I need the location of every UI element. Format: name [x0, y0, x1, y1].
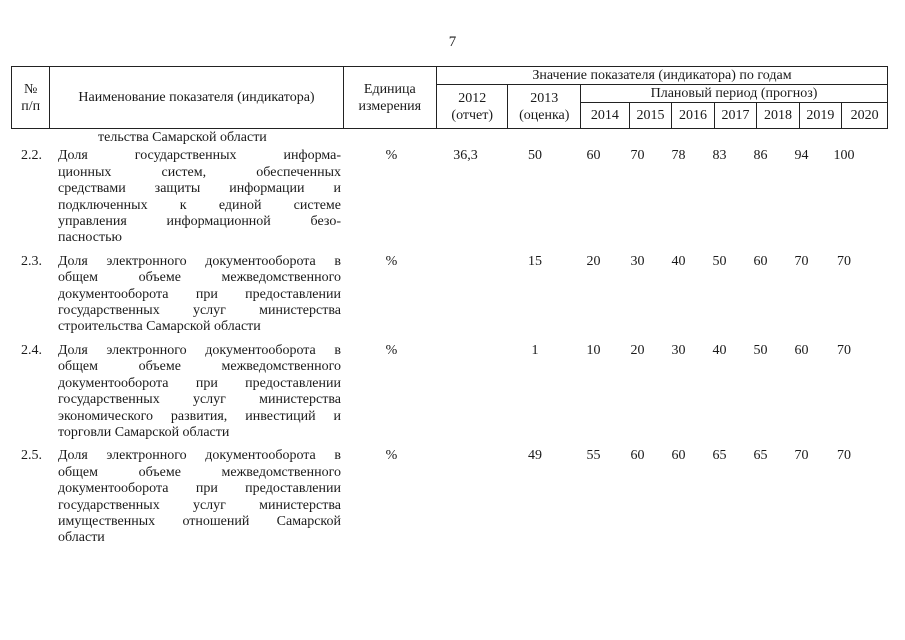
name-line: общем объеме межведомственного: [58, 359, 341, 375]
value-2013: 15: [528, 253, 542, 269]
table-row: [11, 448, 888, 546]
value-2017: 50: [712, 253, 727, 269]
value-2013: 50: [528, 148, 542, 164]
name-line: Доля государственных информа-: [58, 148, 341, 164]
value-2017: 65: [712, 448, 727, 464]
value-2020: 70: [837, 448, 851, 464]
name-line: управления информационной безо-: [58, 214, 341, 230]
name-line: общем объеме межведомственного: [58, 464, 341, 480]
header-year: 2020: [842, 103, 888, 129]
value-2015: 60: [630, 448, 645, 464]
header-2012-year: 2012: [458, 90, 487, 106]
name-line: Доля электронного документооборота в: [58, 253, 341, 269]
indicator-name: [48, 343, 341, 441]
value-2012: 36,3: [453, 148, 478, 164]
header-year: 2015: [629, 103, 671, 129]
name-line: средствами защиты информации и: [58, 181, 341, 197]
header-2012-cell: [436, 85, 508, 129]
row-number: 2.4.: [21, 342, 42, 358]
value-2017: 40: [712, 342, 727, 358]
row-number: 2.3.: [21, 253, 42, 269]
value-2017: 83: [712, 148, 727, 164]
value-2014: 55: [586, 448, 601, 464]
header-year: 2014: [581, 103, 630, 129]
value-2018: 50: [753, 342, 768, 358]
header-2013-note: (оценка): [519, 107, 570, 123]
value-2014: 10: [586, 342, 601, 358]
header-2013-year: 2013: [530, 90, 559, 106]
header-year: 2018: [757, 103, 799, 129]
indicator-name: [48, 448, 341, 546]
header-name-cell: Наименование показателя (индикатора): [50, 67, 343, 129]
value-2020: 70: [837, 253, 851, 269]
value-2020: 70: [837, 342, 851, 358]
header-year: 2016: [672, 103, 714, 129]
table-header: [11, 66, 888, 129]
value-2019: 70: [794, 253, 809, 269]
name-line: государственных услуг министерства: [58, 497, 341, 513]
continuation-text: тельства Самарской области: [98, 130, 267, 145]
indicator-name: [48, 254, 341, 336]
value-2019: 70: [794, 448, 809, 464]
value-2015: 20: [630, 342, 645, 358]
name-line: государственных услуг министерства: [58, 392, 341, 408]
header-2012-note: (отчет): [451, 107, 494, 123]
value-2013: 1: [531, 342, 539, 358]
name-line: области: [58, 530, 105, 546]
value-2013: 49: [528, 448, 542, 464]
header-year: 2019: [799, 103, 841, 129]
value-2018: 86: [753, 148, 768, 164]
name-line: ционных систем, обеспеченных: [58, 164, 341, 180]
header-2013-cell: [508, 85, 581, 129]
name-line: строительства Самарской области: [58, 319, 261, 335]
name-line: общем объеме межведомственного: [58, 270, 341, 286]
value-2018: 60: [753, 253, 768, 269]
table-row: [11, 148, 888, 246]
name-line: документооборота при предоставлении: [58, 481, 341, 497]
row-number: 2.2.: [21, 148, 42, 164]
header-unit-cell: [343, 67, 436, 129]
table-body: [11, 130, 888, 547]
name-line: торговли Самарской области: [58, 424, 230, 440]
header-unit-line1: Единица: [363, 81, 416, 97]
value-2018: 65: [753, 448, 768, 464]
value-2019: 94: [794, 148, 809, 164]
value-2019: 60: [794, 342, 809, 358]
name-line: имущественных отношений Самарской: [58, 513, 341, 529]
value-2015: 70: [630, 148, 645, 164]
name-line: Доля электронного документооборота в: [58, 342, 341, 358]
name-line: государственных услуг министерства: [58, 303, 341, 319]
table-row: [11, 254, 888, 336]
name-line: экономического развития, инвестиций и: [58, 408, 341, 424]
header-num-cell: [12, 67, 50, 129]
value-2020: 100: [833, 148, 855, 164]
value-2014: 60: [586, 148, 601, 164]
name-line: пасностью: [58, 230, 122, 246]
indicator-name: [48, 148, 341, 246]
name-line: документооборота при предоставлении: [58, 286, 341, 302]
value-2014: 20: [586, 253, 601, 269]
header-unit-line2: измерения: [358, 98, 422, 114]
value-2016: 30: [671, 342, 686, 358]
unit-cell: %: [385, 342, 398, 358]
value-2016: 40: [671, 253, 686, 269]
header-values-title: Значение показателя (индикатора) по годам: [436, 67, 887, 85]
unit-cell: %: [385, 448, 398, 464]
row-number: 2.5.: [21, 448, 42, 464]
continuation-row: [11, 130, 888, 146]
header-num-top: №: [23, 81, 38, 97]
name-line: Доля электронного документооборота в: [58, 448, 341, 464]
value-2016: 78: [671, 148, 686, 164]
header-num-bottom: п/п: [21, 98, 41, 114]
value-2015: 30: [630, 253, 645, 269]
unit-cell: %: [385, 253, 398, 269]
page-number: 7: [448, 34, 457, 50]
name-line: подключенных к единой системе: [58, 197, 341, 213]
header-year: 2017: [714, 103, 756, 129]
table-row: [11, 343, 888, 441]
name-line: документооборота при предоставлении: [58, 375, 341, 391]
header-plan-title: Плановый период (прогноз): [581, 85, 888, 103]
value-2016: 60: [671, 448, 686, 464]
unit-cell: %: [385, 148, 398, 164]
